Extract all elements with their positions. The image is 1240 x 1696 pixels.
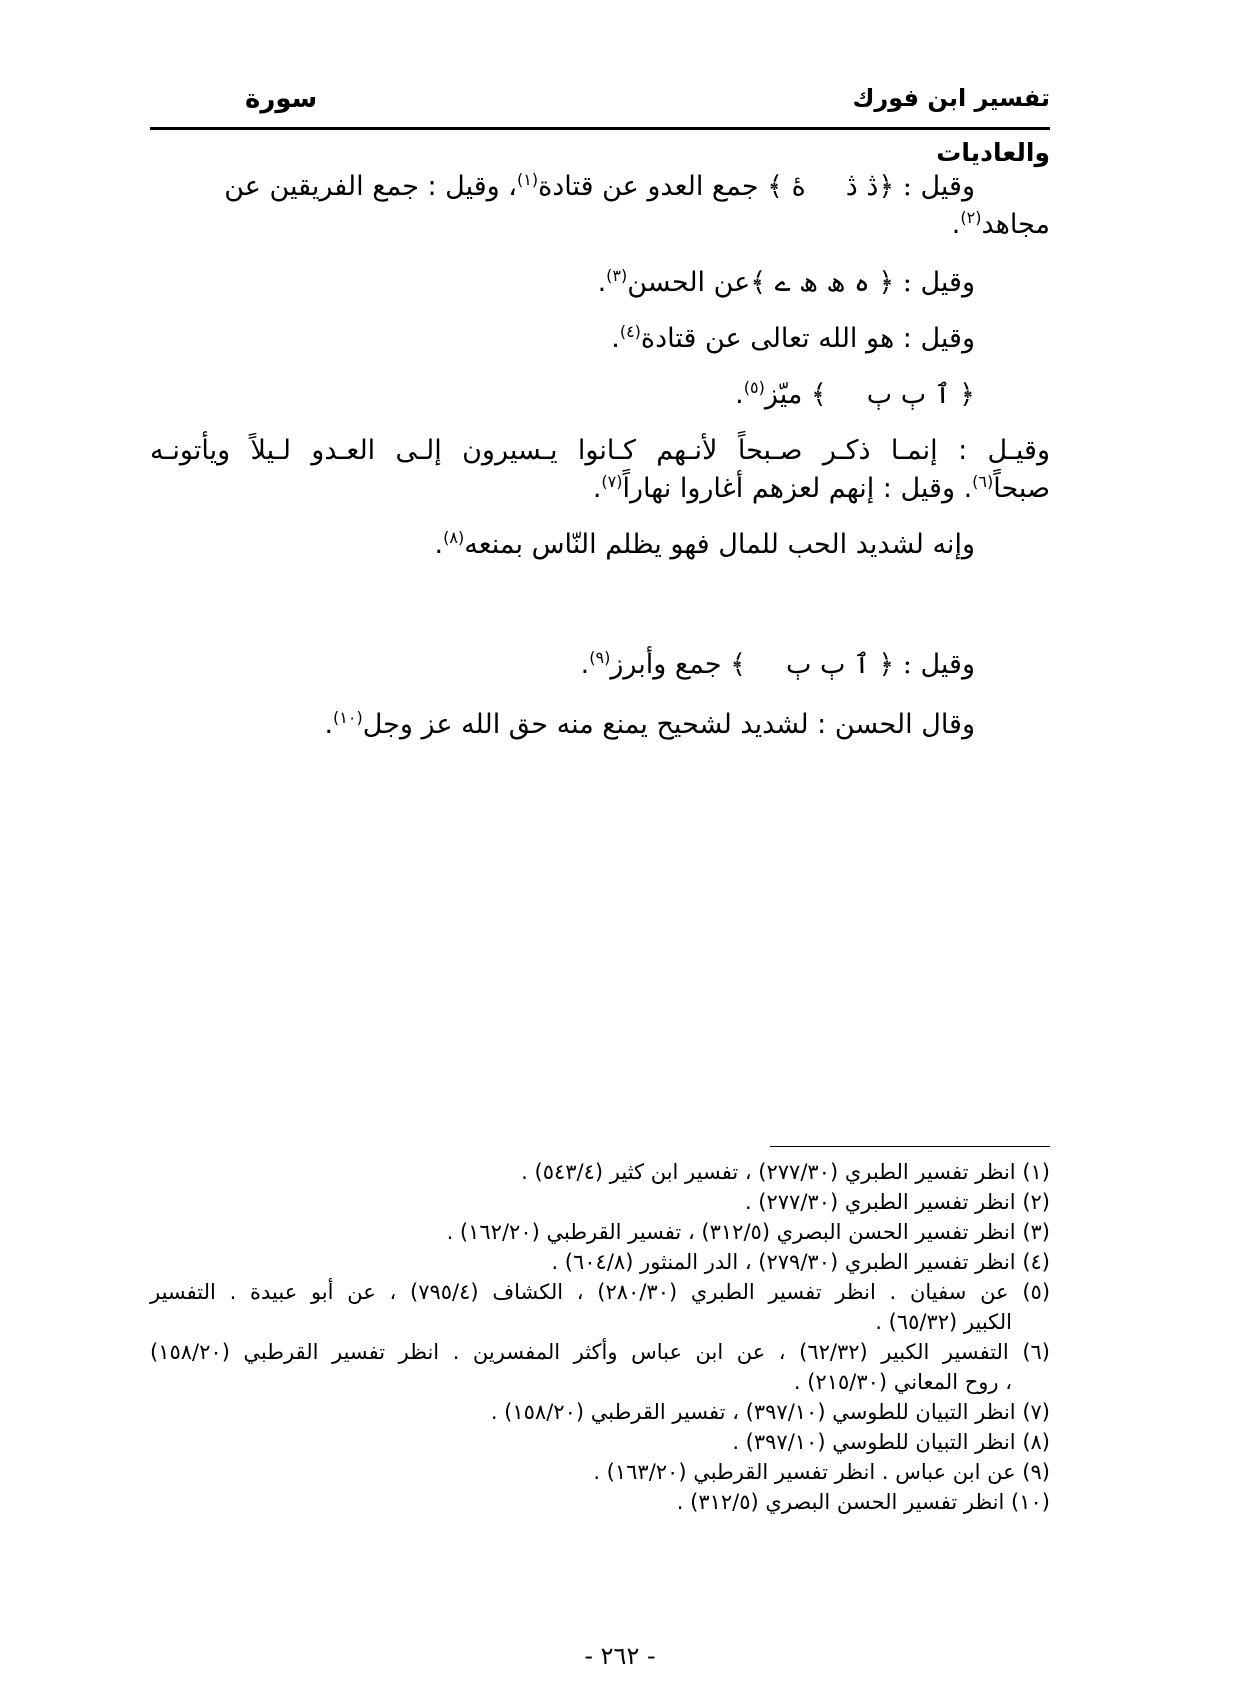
footnote-ref: (٤) xyxy=(619,322,641,341)
footnote-5: (٥) عن سفيان . انظر تفسير الطبري (٢٨٠/٣٠) ، الكشاف (٧٩٥/٤) ، عن أبو عبيدة . التفسير xyxy=(150,1280,1051,1304)
footnote-ref: (٣) xyxy=(606,266,628,285)
footnotes xyxy=(150,1158,1050,1558)
footnote-3: (٣) انظر تفسير الحسن البصري (٣١٢/٥) ، تفسير القرطبي (١٦٢/٢٠) . xyxy=(446,1220,1050,1244)
footnote-ref: (٨) xyxy=(443,528,465,547)
footnote-divider xyxy=(770,1146,1050,1147)
surah-name: والعاديات xyxy=(936,138,1050,167)
text-line-1: وقيل : ﴿ڎ ڎۀ ﴾ جمع العدو عن قتادة$^{(١)}$، وقيل : جمع الفريقين عن xyxy=(224,170,975,202)
footnote-4: (٤) انظر تفسير الطبري (٢٧٩/٣٠) ، الدر المنثور (٦٠٤/٨) . xyxy=(551,1250,1050,1274)
text-line-7: صبحاً$^{(٦)}$. وقيل : إنهم لعزهم أغاروا نهاراً$^{(٧)}$. xyxy=(592,472,1050,504)
text-line-9: وقيل : ﴿ ٱ ٻ ٻ﴾ جمع وأبرز$^{(٩)}$. xyxy=(580,648,975,680)
text-line-3: وقيل : ﴿ ہ ھ ھ ے ﴾عن الحسن$^{(٣)}$. xyxy=(597,266,975,298)
footnote-ref: (١) xyxy=(517,170,539,189)
footnote-6: (٦) التفسير الكبير (٦٢/٣٢) ، عن ابن عباس وأكثر المفسرين . انظر تفسير القرطبي (١٥٨/٢٠) xyxy=(150,1340,1050,1364)
footnote-6-continued: ، روح المعاني (٢١٥/٣٠) . xyxy=(793,1370,1012,1394)
text-line-6: وقيـل : إنمـا ذكـر صـبحاً لأنـهم كـانوا يـسيرون إلـى العـدو لـيلاً ويأتونـه xyxy=(150,435,1050,466)
text-line-2: مجاهد$^{(٢)}$. xyxy=(951,208,1050,240)
text-line-4: وقيل : هو الله تعالى عن قتادة$^{(٤)}$. xyxy=(611,322,975,354)
footnote-10: (١٠) انظر تفسير الحسن البصري (٣١٢/٥) . xyxy=(676,1490,1050,1514)
footnote-7: (٧) انظر التبيان للطوسي (٣٩٧/١٠) ، تفسير القرطبي (١٥٨/٢٠) . xyxy=(490,1400,1050,1424)
footnote-2: (٢) انظر تفسير الطبري (٢٧٧/٣٠) . xyxy=(744,1190,1050,1214)
book-title: تفسير ابن فورك xyxy=(852,84,1050,112)
text-line-5: ﴿ ٱ ٻ ٻ﴾ ميّز$^{(٥)}$. xyxy=(735,378,975,410)
text-line-10: وقال الحسن : لشديد لشحيح يمنع منه حق الله عز وجل$^{(١٠)}$. xyxy=(324,708,975,740)
footnote-1: (١) انظر تفسير الطبري (٢٧٧/٣٠) ، تفسير ابن كثير (٥٤٣/٤) . xyxy=(521,1160,1050,1184)
footnote-ref: (٢) xyxy=(960,208,982,227)
footnote-8: (٨) انظر التبيان للطوسي (٣٩٧/١٠) . xyxy=(732,1430,1050,1454)
footnote-ref: (١٠) xyxy=(333,708,363,727)
footnote-9: (٩) عن ابن عباس . انظر تفسير القرطبي (١٦٣/٢٠) . xyxy=(593,1460,1050,1484)
text-line-8: وإنه لشديد الحب للمال فهو يظلم النّاس بمنعه$^{(٨)}$. xyxy=(434,528,975,560)
footnote-ref: (٧) xyxy=(601,472,623,491)
footnote-ref: (٩) xyxy=(589,648,611,667)
footnote-ref: (٥) xyxy=(743,378,765,397)
main-text xyxy=(150,0,1050,760)
page-number: - ٢٦٢ - xyxy=(584,1642,656,1670)
surah-label: سورة xyxy=(245,84,318,114)
footnote-5-continued: الكبير (٦٥/٣٢) . xyxy=(875,1310,1012,1334)
footnote-ref: (٦) xyxy=(972,472,994,491)
